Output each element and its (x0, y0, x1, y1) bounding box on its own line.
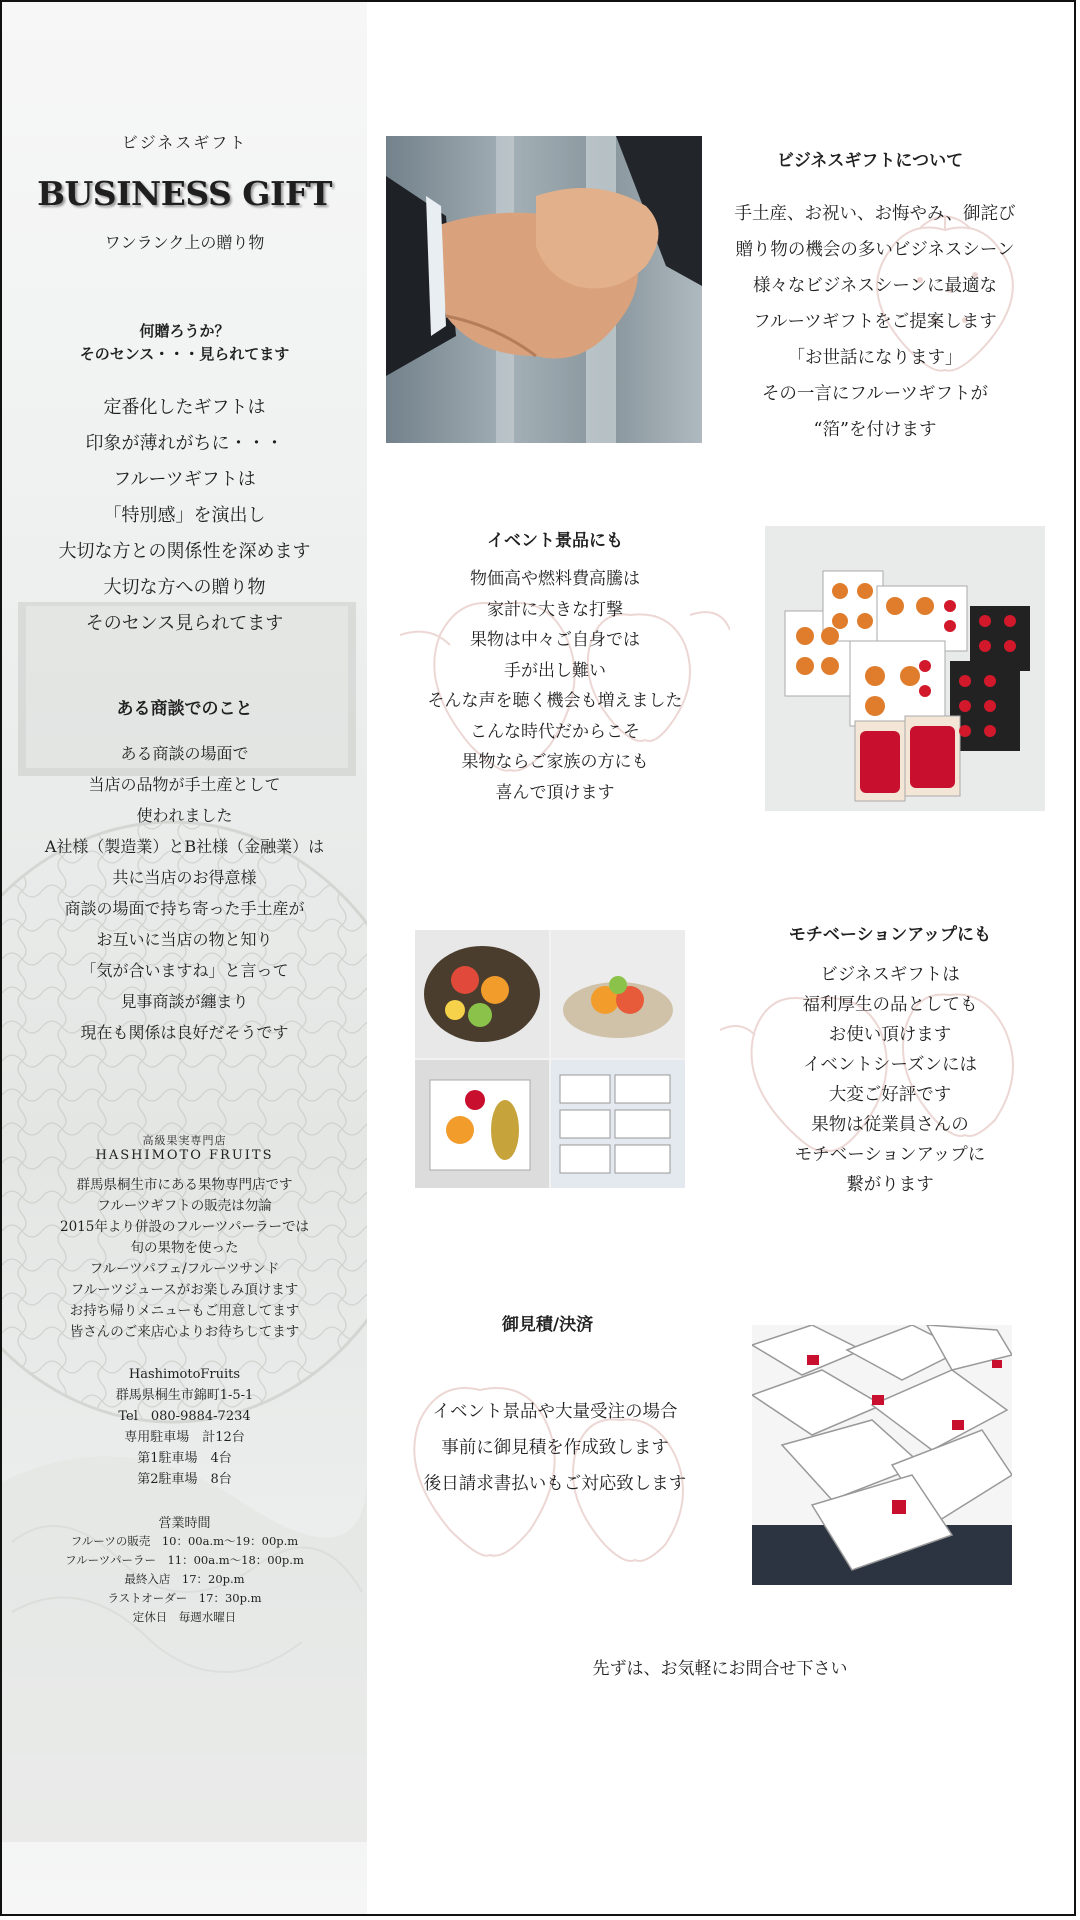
handshake-photo (386, 136, 702, 443)
about-line: “箔”を付けます (813, 420, 937, 440)
event-line: こんな時代だからこそ (470, 721, 640, 742)
event-line: 手が出し難い (504, 660, 606, 681)
shop-desc-line: 皆さんのご来店心よりお待ちしてます (69, 1324, 300, 1340)
event-text (400, 564, 710, 808)
motivation-text (730, 960, 1050, 1200)
event-line: 喜んで頂けます (495, 782, 615, 803)
estimate-line: 事前に御見積を作成致します (441, 1438, 669, 1458)
intro-line: フルーツギフトは (113, 469, 256, 490)
story-line: 「気が合いますね」と言って (80, 961, 289, 980)
hours-line: 定休日 毎週水曜日 (132, 1610, 237, 1624)
shop-address: 群馬県桐生市錦町1-5-1 (115, 1388, 254, 1403)
page-title: BUSINESS GIFT (37, 174, 332, 213)
story-line: ある商談の場面で (120, 744, 249, 763)
intro-line: 印象が薄れがちに・・・ (85, 433, 284, 454)
tagline-bottom: ワンランク上の贈り物 (104, 233, 265, 252)
story-line: 現在も関係は良好だそうです (80, 1023, 289, 1042)
parking-2: 第2駐車場 8台 (137, 1472, 232, 1487)
shop-desc-line: 2015年より併設のフルーツパーラーでは (59, 1219, 309, 1235)
event-line: そんな声を聴く機会も増えました (427, 691, 683, 711)
shop-phone[interactable]: Tel 080-9884-7234 (118, 1409, 251, 1424)
about-line: 様々なビジネスシーンに最適な (752, 276, 998, 296)
parking-1: 第1駐車場 4台 (137, 1451, 232, 1466)
intro-line: 大切な方との関係性を深めます (58, 541, 311, 562)
motivation-heading: モチベーションアップにも (788, 925, 992, 945)
closing-message: 先ずは、お気軽にお問合せ下さい (592, 1659, 848, 1679)
story-line: 商談の場面で持ち寄った手土産が (64, 899, 305, 918)
motivation-line: イベントシーズンには (802, 1055, 978, 1075)
hours-line: ラストオーダー 17：30p.m (107, 1591, 262, 1605)
story-line: 見事商談が纏まり (120, 992, 249, 1011)
hours-line: フルーツの販売 10：00a.m～19：00p.m (70, 1534, 299, 1548)
shop-desc-line: フルーツギフトの販売は勿論 (97, 1198, 272, 1214)
about-heading: ビジネスギフトについて (776, 151, 964, 171)
estimate-line: 後日請求書払いもご対応致します (423, 1474, 687, 1494)
motivation-line: お使い頂けます (828, 1025, 952, 1045)
gift-boxes-photo (752, 1325, 1012, 1585)
shop-desc-line: 群馬県桐生市にある果物専門店です (76, 1177, 293, 1193)
estimate-text (395, 1394, 715, 1502)
story-line: 使われました (136, 806, 233, 825)
event-line: 物価高や燃料費高騰は (470, 569, 640, 589)
motivation-line: モチベーションアップに (794, 1145, 986, 1165)
fruit-boxes-photo (765, 526, 1045, 811)
story-line: 当店の品物が手土産として (88, 775, 281, 794)
shop-desc-line: 旬の果物を使った (130, 1240, 239, 1256)
hours-line: フルーツパーラー 11：00a.m～18：00p.m (65, 1553, 304, 1567)
motivation-line: 福利厚生の品としても (802, 995, 978, 1015)
about-line: 手土産、お祝い、お悔やみ、御詫び (734, 204, 1016, 224)
about-line: 「お世話になります」 (787, 348, 963, 368)
question-line: 何贈ろうか？ (139, 322, 230, 340)
business-hours (2, 1532, 367, 1627)
motivation-line: 果物は従業員さんの (811, 1115, 969, 1135)
intro-line: 大切な方への贈り物 (103, 577, 266, 598)
motivation-line: ビジネスギフトは (820, 965, 960, 985)
hours-line: 最終入店 17：20p.m (124, 1572, 245, 1586)
left-panel (2, 2, 367, 1914)
question-line: そのセンス・・・見られてます (79, 345, 290, 363)
event-line: 果物は中々ご自身では (470, 630, 640, 650)
story-line: お互いに当店の物と知り (96, 930, 273, 949)
motivation-line: 繋がります (846, 1175, 934, 1195)
event-line: 家計に大きな打撃 (487, 599, 623, 620)
parking-total: 専用駐車場 計12台 (124, 1430, 245, 1445)
intro-line: 定番化したギフトは (103, 397, 266, 418)
fruit-collage-photo (415, 930, 685, 1188)
event-line: 果物ならご家族の方にも (461, 752, 649, 772)
shop-name: HASHIMOTO FRUITS (95, 1148, 274, 1163)
story-text (2, 738, 367, 1048)
intro-text (2, 390, 367, 642)
intro-line: 「特別感」を演出し (103, 505, 266, 526)
estimate-line: イベント景品や大量受注の場合 (432, 1402, 678, 1422)
question-block (2, 320, 367, 366)
shop-desc-line: フルーツジュースがお楽しみ頂けます (70, 1282, 299, 1298)
event-heading: イベント景品にも (487, 531, 623, 551)
intro-line: そのセンス見られてます (85, 613, 284, 634)
shop-contact-info (2, 1364, 367, 1490)
story-line: A社様（製造業）とB社様（金融業）は (44, 837, 325, 856)
about-text (710, 196, 1040, 448)
tagline-top: ビジネスギフト (121, 133, 248, 152)
shop-desc-line: フルーツパフェ/フルーツサンド (89, 1261, 280, 1277)
about-line: 贈り物の機会の多いビジネスシーン (735, 240, 1015, 260)
motivation-line: 大変ご好評です (828, 1085, 952, 1105)
estimate-heading: 御見積/決済 (501, 1315, 594, 1335)
shop-info-name: HashimotoFruits (128, 1367, 241, 1382)
shop-label: 高級果実専門店 (142, 1134, 227, 1147)
shop-desc-line: お持ち帰りメニューもご用意してます (69, 1303, 300, 1319)
about-line: その一言にフルーツギフトが (761, 384, 989, 404)
hours-heading: 営業時間 (158, 1516, 211, 1531)
about-line: フルーツギフトをご提案します (753, 312, 997, 332)
story-heading: ある商談でのこと (116, 699, 253, 719)
story-line: 共に当店のお得意様 (112, 868, 257, 887)
shop-description (2, 1175, 367, 1343)
